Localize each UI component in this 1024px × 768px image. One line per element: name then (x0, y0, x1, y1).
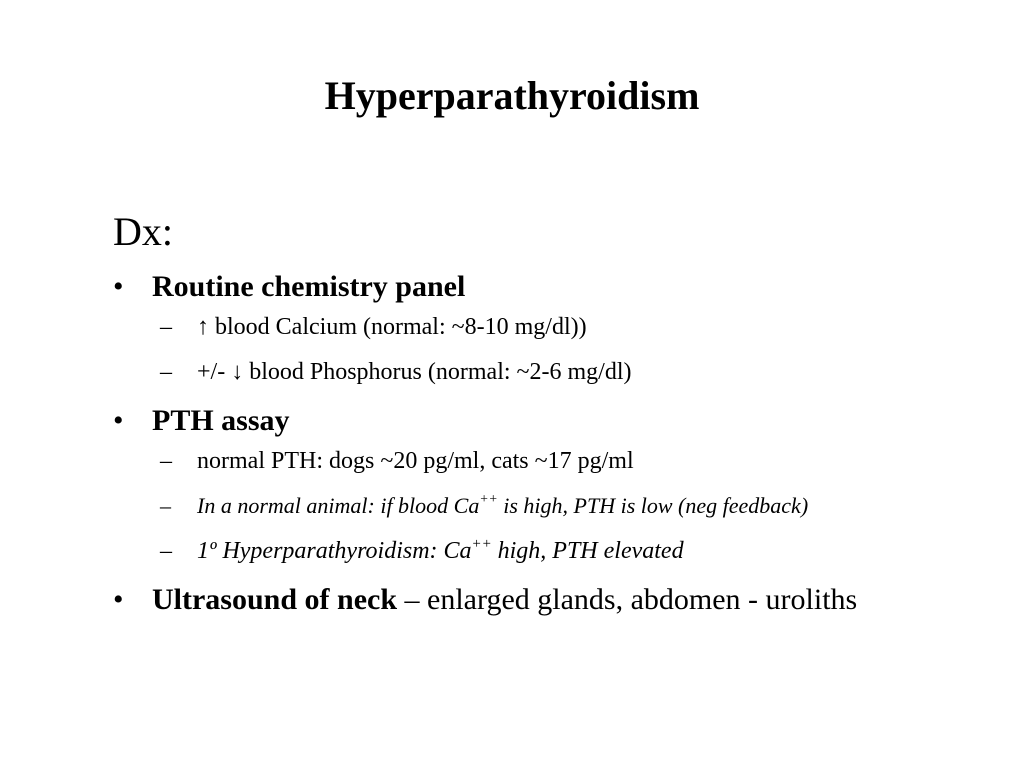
dash-marker: – (160, 493, 171, 518)
slide-title: Hyperparathyroidism (324, 73, 700, 118)
sub-item-normal-pth (152, 446, 933, 476)
sub-item-text: In a normal animal: if blood Ca++ is high, PTH is low (neg feedback) (197, 491, 809, 518)
section-heading-dx: Dx: (113, 209, 173, 254)
sub-item-phosphorus (152, 357, 933, 387)
sub-item-text: ↑ blood Calcium (normal: ~8-10 mg/dl)) (197, 314, 587, 340)
bullet-dot: • (113, 583, 124, 616)
sub-item-calcium (152, 312, 933, 342)
bullet-routine-chemistry (113, 268, 933, 387)
sub-list (152, 312, 933, 387)
dash-marker: – (160, 538, 172, 564)
bullet-ultrasound (113, 581, 933, 619)
sub-item-text: +/- ↓ blood Phosphorus (normal: ~2-6 mg/dl) (197, 359, 632, 385)
dash-marker: – (160, 359, 172, 385)
sub-item-text: 1º Hyperparathyroidism: Ca++ high, PTH elevated (197, 535, 684, 564)
bullet-pth-assay (113, 402, 933, 566)
bullet-label: Ultrasound of neck (152, 583, 398, 616)
bullet-rest-text: – enlarged glands, abdomen - uroliths (397, 583, 858, 616)
bullet-list (113, 268, 933, 619)
bullet-label: Routine chemistry panel (152, 270, 466, 303)
sub-item-neg-feedback (152, 491, 933, 521)
bullet-dot: • (113, 270, 124, 303)
sub-item-primary-hpt (152, 536, 933, 566)
sub-list (152, 446, 933, 566)
bullet-dot: • (113, 404, 124, 437)
sub-item-text: normal PTH: dogs ~20 pg/ml, cats ~17 pg/ml (197, 448, 634, 474)
bullet-label: PTH assay (152, 404, 290, 437)
dash-marker: – (160, 448, 172, 474)
dash-marker: – (160, 314, 172, 340)
